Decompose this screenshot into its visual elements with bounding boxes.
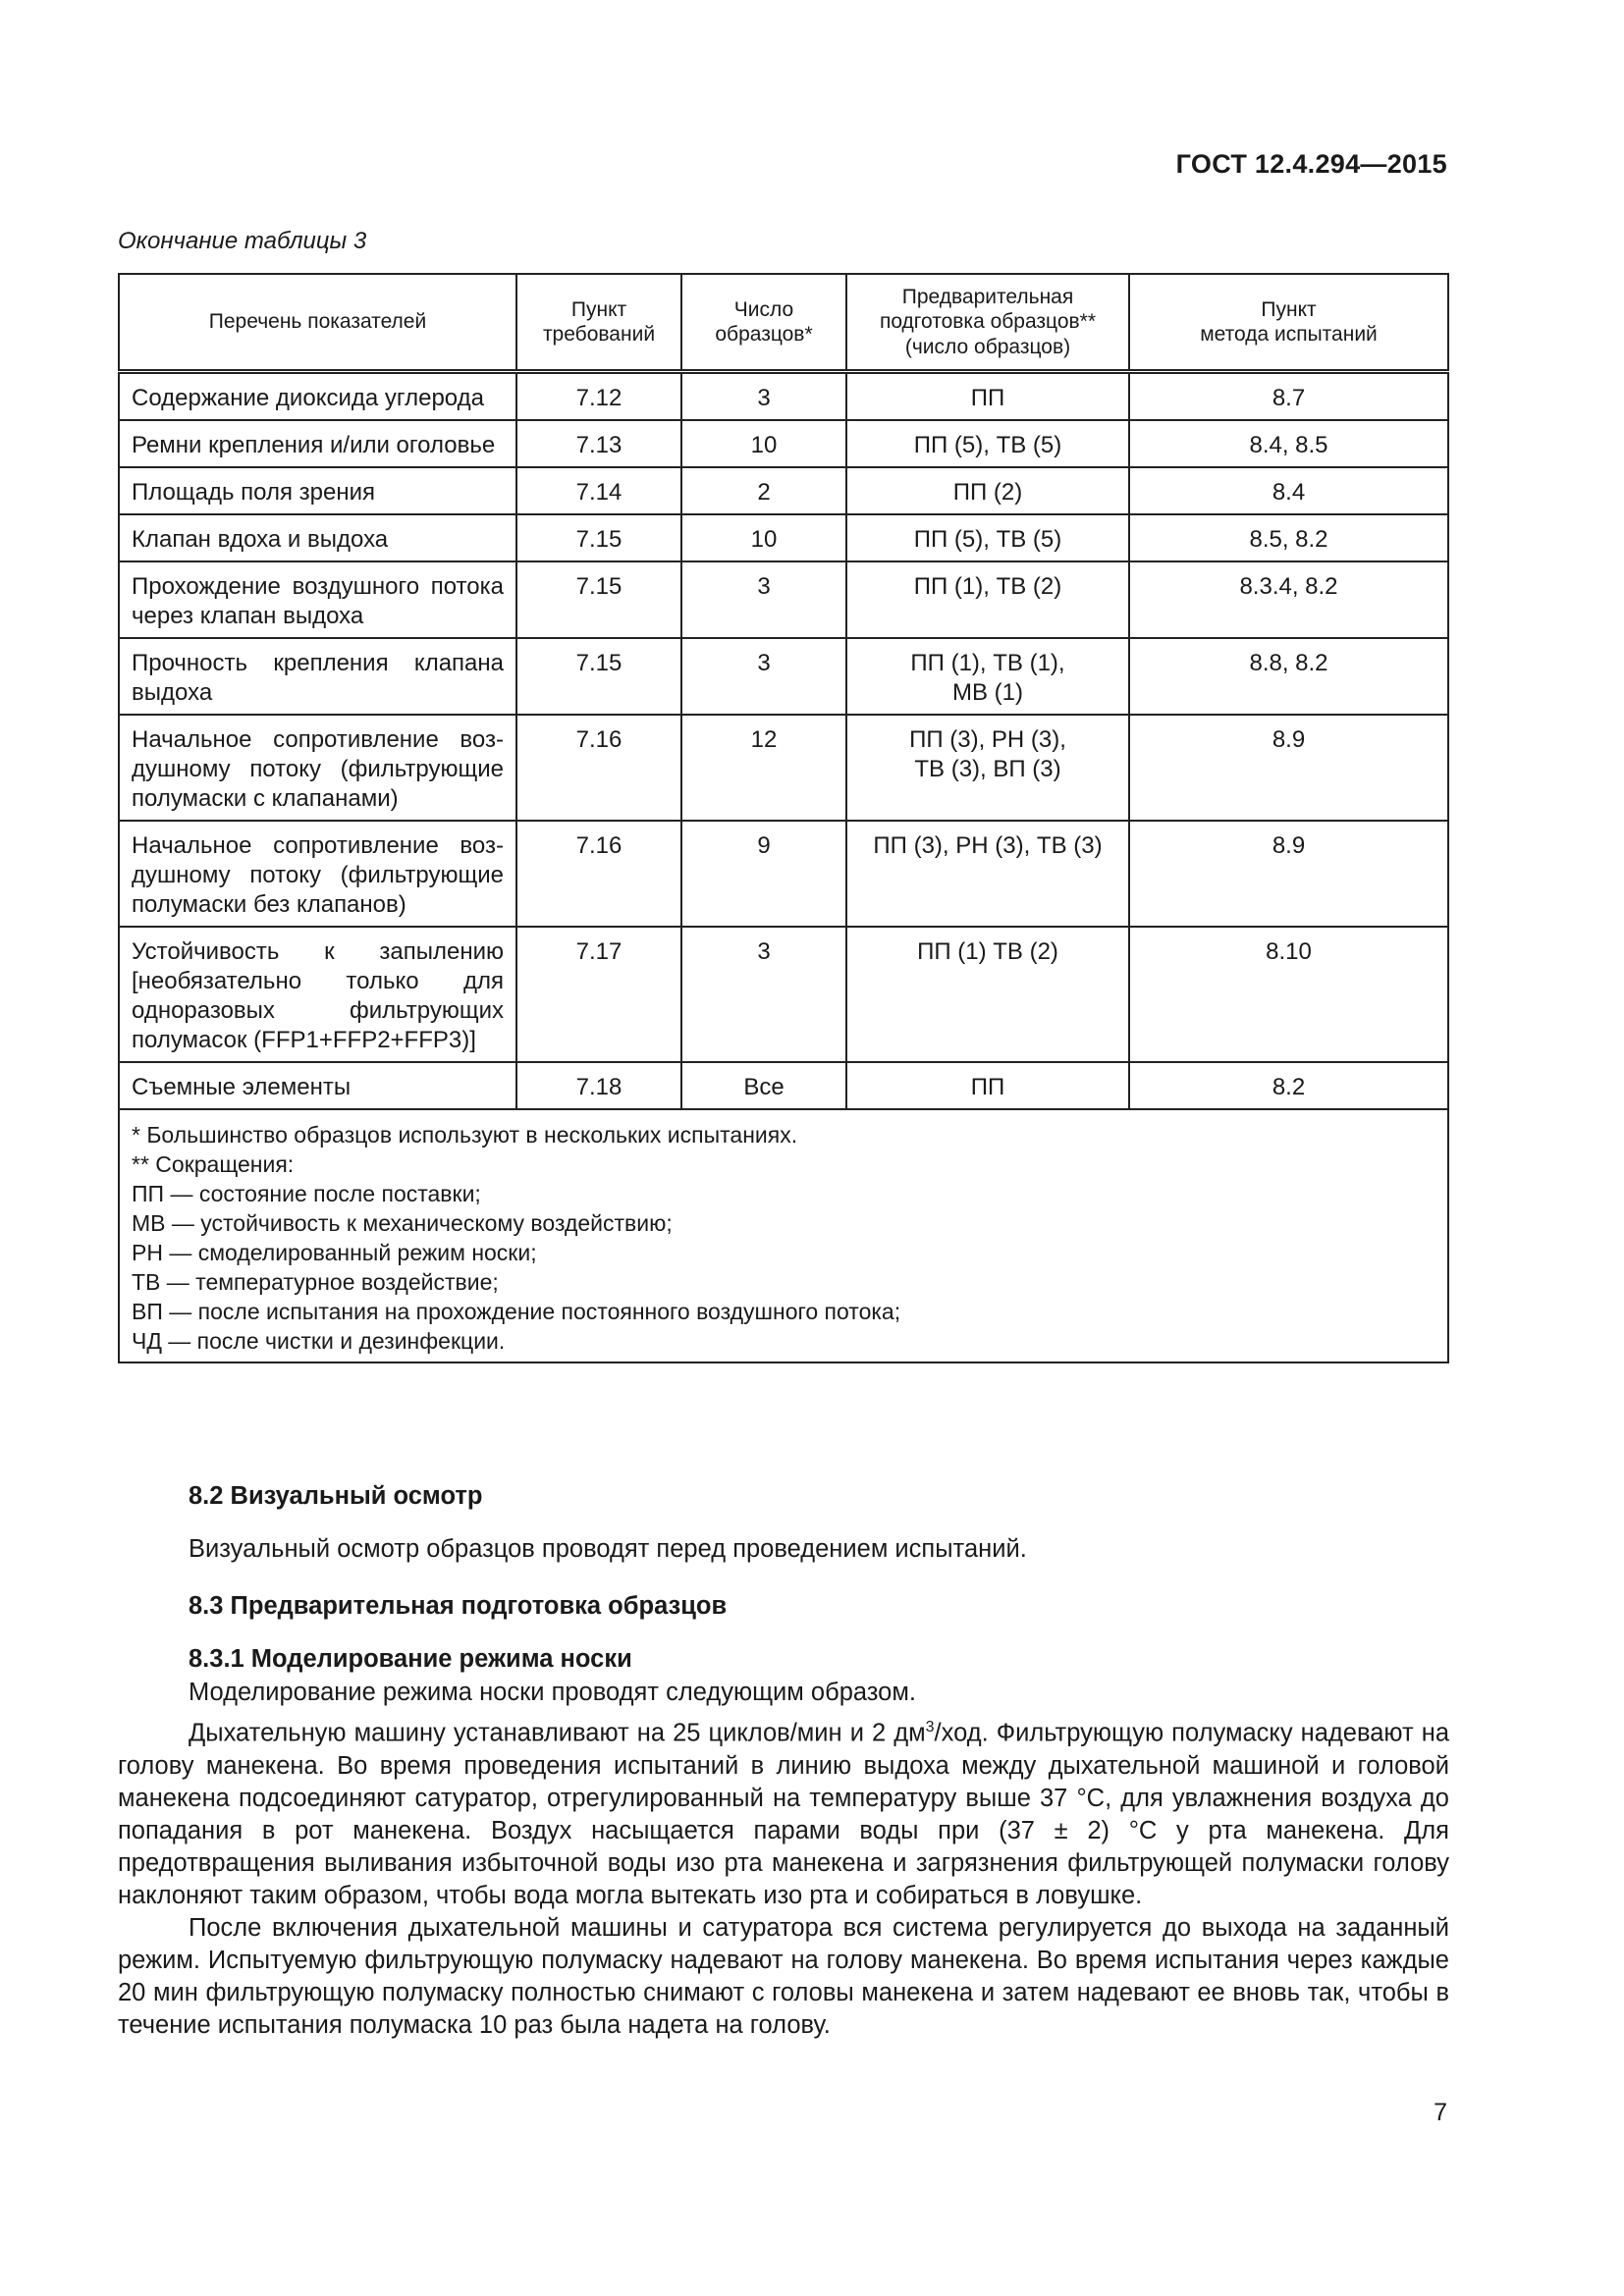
indicator-name-cell: Устойчивость к запылению [необязательно только для одноразовых фильтрующих полумасок (FFP1+FFP2+FFP3)] xyxy=(119,927,516,1062)
table-cell: ПП xyxy=(846,372,1129,421)
table-cell: 8.4 xyxy=(1129,467,1448,514)
table-cell: 7.14 xyxy=(516,467,681,514)
table-cell: ПП (1) ТВ (2) xyxy=(846,927,1129,1062)
section-heading-8-3-1: 8.3.1 Моделирование режима носки xyxy=(189,1645,632,1673)
table-cell: 7.16 xyxy=(516,715,681,821)
table-cell: 3 xyxy=(681,372,846,421)
table-caption: Окончание таблицы 3 xyxy=(118,228,367,254)
table-cell: 8.2 xyxy=(1129,1062,1448,1109)
table-cell: 8.9 xyxy=(1129,715,1448,821)
requirements-table xyxy=(118,273,1449,1363)
section-heading-8-2: 8.2 Визуальный осмотр xyxy=(189,1482,483,1510)
table-notes-row xyxy=(119,1109,1448,1362)
table-cell: 7.13 xyxy=(516,420,681,467)
table-cell: 3 xyxy=(681,638,846,715)
table-cell: 7.15 xyxy=(516,514,681,561)
column-header-text: Пункт требований xyxy=(542,297,656,346)
section-8-3-1-intro: Моделирование режима носки проводят следующим образом. xyxy=(189,1679,916,1706)
table-row xyxy=(119,821,1448,927)
page-number: 7 xyxy=(1434,2099,1447,2126)
table-row xyxy=(119,715,1448,821)
indicator-name-cell: Содержание диоксида углерода xyxy=(119,372,516,421)
indicator-name-cell: Прохождение воздушного потока через клапан выдоха xyxy=(119,561,516,638)
table-cell: 8.5, 8.2 xyxy=(1129,514,1448,561)
note-line: РН — смоделированный режим носки; xyxy=(132,1240,537,1265)
table-cell: 2 xyxy=(681,467,846,514)
table-row xyxy=(119,1062,1448,1109)
superscript: 3 xyxy=(925,1719,935,1735)
note-line: ЧД — после чистки и дезинфекции. xyxy=(132,1328,506,1354)
note-line: ВП — после испытания на прохождение постоянного воздушного потока; xyxy=(132,1299,901,1324)
table-cell: 8.4, 8.5 xyxy=(1129,420,1448,467)
table-cell: 12 xyxy=(681,715,846,821)
note-line: ** Сокращения: xyxy=(132,1151,295,1177)
table-row xyxy=(119,372,1448,421)
column-header xyxy=(681,274,846,372)
table-cell: 7.12 xyxy=(516,372,681,421)
note-line: МВ — устойчивость к механическому воздействию; xyxy=(132,1210,673,1236)
table-cell: 7.15 xyxy=(516,561,681,638)
indicator-name-cell: Прочность крепления клапана выдоха xyxy=(119,638,516,715)
table-cell: 3 xyxy=(681,561,846,638)
table-cell: 10 xyxy=(681,514,846,561)
table-cell: ПП (2) xyxy=(846,467,1129,514)
table-row xyxy=(119,561,1448,638)
paragraph xyxy=(118,1711,1449,1912)
indicator-name-cell: Площадь поля зрения xyxy=(119,467,516,514)
column-header-text: Число образцов* xyxy=(715,297,813,346)
paragraph-part: /ход. Фильтрующую полумаску надевают на голову манекена. Во время проведения испытаний в линию выдоха между дыхательной машиной и головой манекена подсоединяют сатуратор, отрегулированный на температуру выше 37 °С, для увлажнения воздуха до попадания в рот манекена. Воздух насыщается парами воды при (37 ± 2) °С у рта манекена. Для предотвращения выливания избыточной воды изо рта манекена и загрязнения фильтрующей полумаски голову наклоняют таким образом, чтобы вода могла вытекать изо рта и собираться в ловушке. xyxy=(118,1719,1449,1909)
paragraph: После включения дыхательной машины и сатуратора вся система регулируется до выхода на заданный режим. Испытуемую фильтрующую полумаску надевают на голову манекена. Во время испытания через каждые 20 мин фильтрующую полумаску полностью снимают с головы манекена и затем надевают ее вновь так, чтобы в течение испытания полумаска 10 раз была надета на голову. xyxy=(118,1913,1449,2039)
indicator-name-cell: Клапан вдоха и выдоха xyxy=(119,514,516,561)
indicator-name-cell: Ремни крепления и/или оголовье xyxy=(119,420,516,467)
table-cell: ПП (3), РН (3), ТВ (3) xyxy=(846,821,1129,927)
column-header xyxy=(1129,274,1448,372)
table-cell: 7.15 xyxy=(516,638,681,715)
document-code: ГОСТ 12.4.294—2015 xyxy=(1175,149,1447,179)
table-cell: 7.18 xyxy=(516,1062,681,1109)
section-8-2-text: Визуальный осмотр образцов проводят перед проведением испытаний. xyxy=(189,1535,1027,1563)
table-notes xyxy=(119,1109,1448,1362)
indicator-name-cell: Съемные элементы xyxy=(119,1062,516,1109)
table-cell: 8.3.4, 8.2 xyxy=(1129,561,1448,638)
table-cell: ПП (1), ТВ (2) xyxy=(846,561,1129,638)
table-cell: 8.10 xyxy=(1129,927,1448,1062)
note-line: ТВ — температурное воздействие; xyxy=(132,1269,499,1295)
table-cell: 8.7 xyxy=(1129,372,1448,421)
section-heading-8-3: 8.3 Предварительная подготовка образцов xyxy=(189,1592,728,1620)
table-row xyxy=(119,514,1448,561)
note-line: ПП — состояние после поставки; xyxy=(132,1181,481,1206)
table-cell: 8.8, 8.2 xyxy=(1129,638,1448,715)
section-8-3-1-body xyxy=(118,1711,1449,2042)
note-line: * Большинство образцов используют в нескольких испытаниях. xyxy=(132,1122,798,1148)
column-header-text: Пункт метода испытаний xyxy=(1200,297,1378,346)
table-cell: Все xyxy=(681,1062,846,1109)
table-cell: ПП xyxy=(846,1062,1129,1109)
column-header-text: Предварительная подготовка образцов** (число образцов) xyxy=(879,286,1097,358)
column-header xyxy=(846,274,1129,372)
table-cell: ПП (3), РН (3), ТВ (3), ВП (3) xyxy=(846,715,1129,821)
table-cell: 10 xyxy=(681,420,846,467)
table-row xyxy=(119,638,1448,715)
indicator-name-cell: Начальное сопротивление воздушному потоку (фильтрующие полумаски с клапанами) xyxy=(119,715,516,821)
column-header: Перечень показателей xyxy=(119,274,516,372)
table-header-row xyxy=(119,274,1448,372)
indicator-name-cell: Начальное сопротивление воздушному потоку (фильтрующие полумаски без клапанов) xyxy=(119,821,516,927)
table-row xyxy=(119,927,1448,1062)
table-cell: ПП (1), ТВ (1), МВ (1) xyxy=(846,638,1129,715)
table-cell: 7.16 xyxy=(516,821,681,927)
table-cell: 7.17 xyxy=(516,927,681,1062)
table-cell: ПП (5), ТВ (5) xyxy=(846,420,1129,467)
table-row xyxy=(119,467,1448,514)
table-row xyxy=(119,420,1448,467)
table-cell: 8.9 xyxy=(1129,821,1448,927)
table-cell: 9 xyxy=(681,821,846,927)
table-cell: ПП (5), ТВ (5) xyxy=(846,514,1129,561)
paragraph-part: Дыхательную машину устанавливают на 25 циклов/мин и 2 дм xyxy=(189,1719,926,1747)
column-header xyxy=(516,274,681,372)
table-cell: 3 xyxy=(681,927,846,1062)
